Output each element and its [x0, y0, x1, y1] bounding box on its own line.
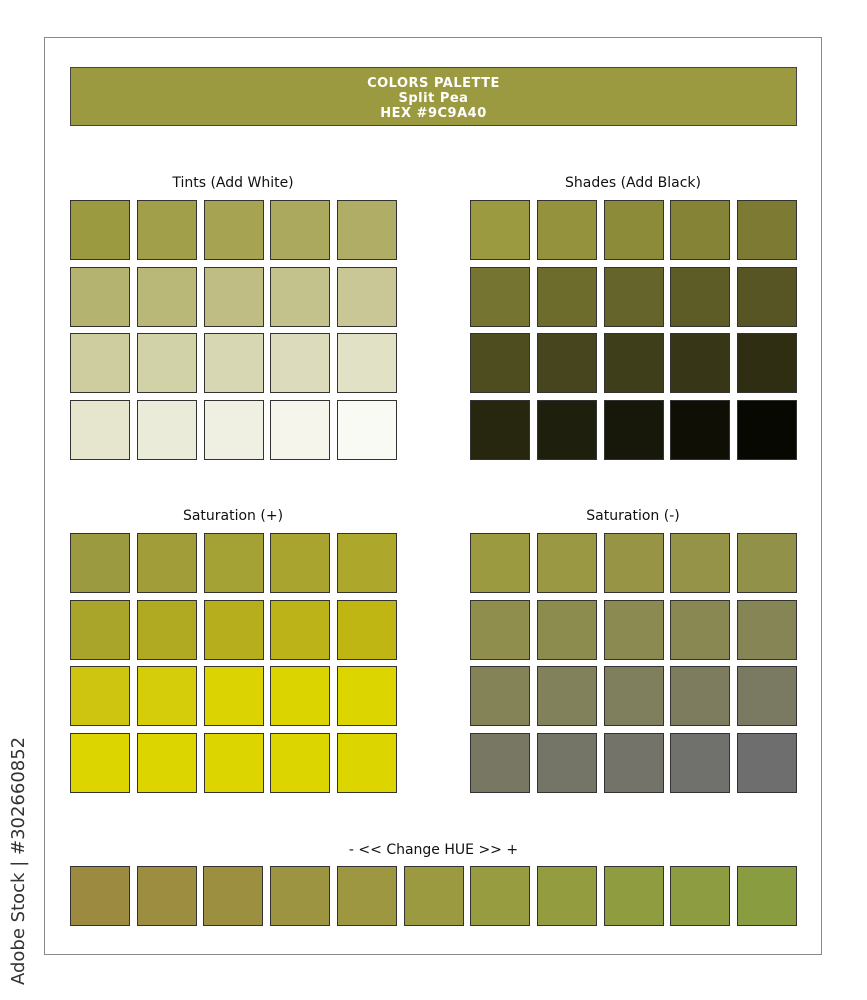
color-swatch [270, 866, 330, 926]
color-swatch [670, 600, 730, 660]
saturation-minus-title: Saturation (-) [586, 508, 680, 524]
color-swatch [537, 733, 597, 793]
color-swatch [737, 333, 797, 393]
color-swatch [737, 267, 797, 327]
color-swatch [137, 333, 197, 393]
color-swatch [270, 200, 330, 260]
color-swatch [204, 400, 264, 460]
color-swatch [337, 600, 397, 660]
color-swatch [137, 666, 197, 726]
color-swatch [270, 600, 330, 660]
color-swatch [470, 866, 530, 926]
color-swatch [337, 666, 397, 726]
color-swatch [270, 400, 330, 460]
color-swatch [537, 333, 597, 393]
color-swatch [204, 533, 264, 593]
color-hex: HEX #9C9A40 [380, 106, 487, 121]
color-swatch [737, 866, 797, 926]
color-swatch [270, 666, 330, 726]
color-swatch [70, 866, 130, 926]
color-swatch [337, 866, 397, 926]
color-swatch [203, 866, 263, 926]
color-swatch [737, 533, 797, 593]
color-swatch [737, 733, 797, 793]
color-swatch [737, 200, 797, 260]
color-swatch [604, 267, 664, 327]
color-swatch [604, 600, 664, 660]
color-swatch [470, 400, 530, 460]
color-swatch [70, 400, 130, 460]
color-swatch [404, 866, 464, 926]
color-swatch [470, 200, 530, 260]
color-swatch [537, 600, 597, 660]
color-swatch [137, 400, 197, 460]
color-swatch [470, 600, 530, 660]
color-swatch [537, 200, 597, 260]
color-swatch [604, 866, 664, 926]
saturation-plus-title: Saturation (+) [182, 508, 284, 524]
color-swatch [537, 533, 597, 593]
color-name: Split Pea [398, 91, 469, 106]
color-swatch [337, 533, 397, 593]
color-swatch [70, 267, 130, 327]
color-swatch [137, 733, 197, 793]
color-swatch [737, 600, 797, 660]
color-swatch [337, 267, 397, 327]
color-swatch [137, 200, 197, 260]
color-swatch [670, 533, 730, 593]
color-swatch [737, 400, 797, 460]
color-swatch [470, 533, 530, 593]
stock-credit: Adobe Stock | #302660852 [8, 736, 29, 985]
color-swatch [270, 733, 330, 793]
color-swatch [604, 400, 664, 460]
palette-header [70, 67, 797, 126]
color-swatch [670, 267, 730, 327]
color-swatch [70, 600, 130, 660]
color-swatch [204, 600, 264, 660]
color-swatch [204, 200, 264, 260]
color-swatch [604, 666, 664, 726]
color-swatch [604, 533, 664, 593]
color-swatch [737, 666, 797, 726]
color-swatch [337, 333, 397, 393]
color-swatch [670, 333, 730, 393]
color-swatch [137, 866, 197, 926]
header-title: COLORS PALETTE [367, 76, 500, 91]
color-swatch [670, 200, 730, 260]
color-swatch [670, 666, 730, 726]
color-swatch [70, 666, 130, 726]
color-swatch [204, 733, 264, 793]
color-swatch [537, 267, 597, 327]
color-swatch [137, 267, 197, 327]
color-swatch [270, 333, 330, 393]
color-swatch [604, 200, 664, 260]
color-swatch [537, 666, 597, 726]
color-swatch [537, 866, 597, 926]
color-swatch [204, 333, 264, 393]
color-swatch [70, 733, 130, 793]
color-swatch [337, 733, 397, 793]
color-swatch [70, 333, 130, 393]
color-swatch [604, 733, 664, 793]
color-swatch [337, 400, 397, 460]
color-swatch [470, 267, 530, 327]
color-swatch [470, 333, 530, 393]
color-swatch [137, 533, 197, 593]
color-swatch [70, 533, 130, 593]
color-swatch [204, 666, 264, 726]
color-swatch [470, 666, 530, 726]
color-swatch [670, 866, 730, 926]
color-swatch [204, 267, 264, 327]
color-swatch [604, 333, 664, 393]
color-swatch [270, 267, 330, 327]
hue-title: - << Change HUE >> + [348, 842, 519, 858]
shades-title: Shades (Add Black) [565, 175, 701, 191]
color-swatch [70, 200, 130, 260]
color-swatch [270, 533, 330, 593]
color-swatch [670, 733, 730, 793]
color-swatch [137, 600, 197, 660]
color-swatch [537, 400, 597, 460]
tints-title: Tints (Add White) [172, 175, 294, 191]
color-swatch [670, 400, 730, 460]
color-swatch [470, 733, 530, 793]
color-swatch [337, 200, 397, 260]
